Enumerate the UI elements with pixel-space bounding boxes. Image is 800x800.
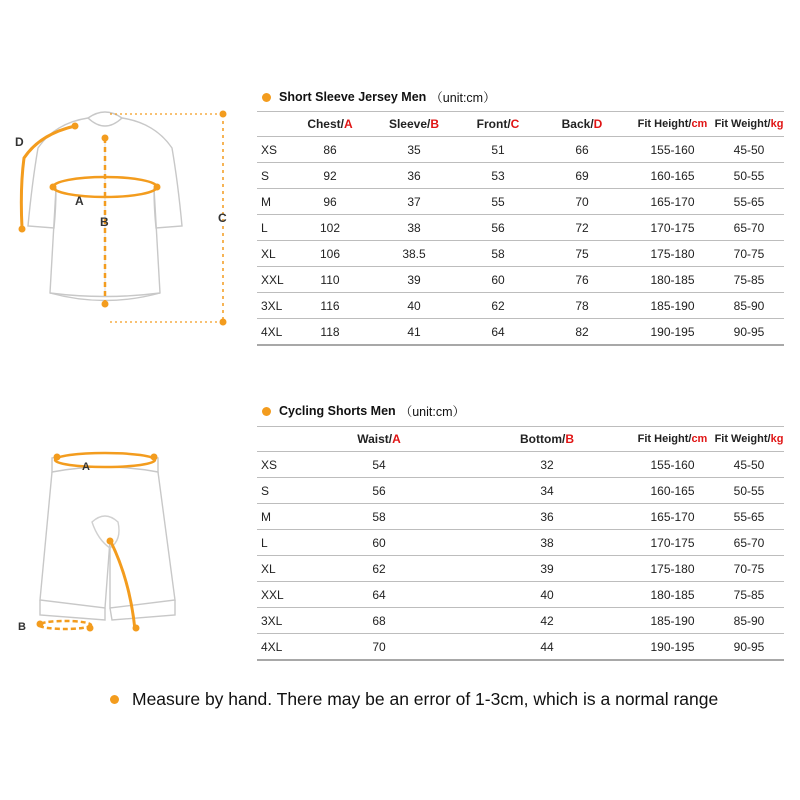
jersey-header-0: [257, 112, 295, 137]
jersey-section-title: [262, 88, 496, 106]
value-cell: 85-90: [714, 293, 784, 319]
value-cell: 65-70: [714, 530, 784, 556]
size-cell: S: [257, 478, 295, 504]
value-cell: 75: [533, 241, 631, 267]
value-cell: 64: [295, 582, 463, 608]
value-cell: 185-190: [631, 608, 714, 634]
jersey-size-table: [257, 111, 784, 346]
value-cell: 35: [365, 137, 463, 163]
table-row: [257, 267, 784, 293]
value-cell: 38: [365, 215, 463, 241]
value-cell: 170-175: [631, 215, 714, 241]
value-cell: 165-170: [631, 504, 714, 530]
value-cell: 56: [295, 478, 463, 504]
header-suffix: kg: [770, 433, 784, 445]
size-cell: 4XL: [257, 634, 295, 661]
value-cell: 36: [365, 163, 463, 189]
header-label: Chest/: [307, 117, 344, 131]
header-suffix: B: [430, 117, 440, 131]
header-suffix: D: [593, 117, 603, 131]
size-cell: XL: [257, 556, 295, 582]
header-suffix: kg: [770, 118, 784, 130]
value-cell: 155-160: [631, 452, 714, 478]
table-row: [257, 608, 784, 634]
label-d: D: [15, 135, 24, 149]
value-cell: 37: [365, 189, 463, 215]
header-label: Fit Height/: [637, 118, 692, 130]
value-cell: 175-180: [631, 241, 714, 267]
header-label: Back/: [561, 117, 594, 131]
size-cell: XS: [257, 452, 295, 478]
shorts-header-2: [463, 427, 631, 452]
shorts-header-0: [257, 427, 295, 452]
shorts-measurement-diagram: [10, 440, 210, 640]
value-cell: 165-170: [631, 189, 714, 215]
header-label: Front/: [476, 117, 511, 131]
jersey-header-6: [714, 112, 784, 137]
value-cell: 32: [463, 452, 631, 478]
bullet-dot-icon: [262, 407, 271, 416]
value-cell: 53: [463, 163, 533, 189]
shorts-unit: （unit:cm）: [399, 405, 465, 419]
value-cell: 110: [295, 267, 365, 293]
header-suffix: cm: [691, 433, 708, 445]
label-b: B: [100, 215, 109, 229]
table-row: [257, 241, 784, 267]
bullet-dot-icon: [110, 695, 119, 704]
table-row: [257, 504, 784, 530]
value-cell: 90-95: [714, 634, 784, 661]
header-label: Sleeve/: [388, 117, 431, 131]
value-cell: 70-75: [714, 241, 784, 267]
value-cell: 44: [463, 634, 631, 661]
value-cell: 39: [365, 267, 463, 293]
value-cell: 66: [533, 137, 631, 163]
value-cell: 38: [463, 530, 631, 556]
value-cell: 70-75: [714, 556, 784, 582]
header-suffix: A: [344, 117, 353, 131]
value-cell: 50-55: [714, 163, 784, 189]
value-cell: 60: [295, 530, 463, 556]
note-text: Measure by hand. There may be an error of 1-3cm, which is a normal range: [132, 689, 719, 709]
size-cell: 4XL: [257, 319, 295, 346]
header-suffix: cm: [691, 118, 708, 130]
value-cell: 160-165: [631, 163, 714, 189]
value-cell: 55: [463, 189, 533, 215]
shorts-outline: [40, 453, 175, 620]
table-row: [257, 478, 784, 504]
value-cell: 68: [295, 608, 463, 634]
value-cell: 62: [463, 293, 533, 319]
shorts-header-1: [295, 427, 463, 452]
shorts-header-4: [714, 427, 784, 452]
value-cell: 106: [295, 241, 365, 267]
header-label: Fit Weight/: [714, 433, 771, 445]
value-cell: 85-90: [714, 608, 784, 634]
value-cell: 55-65: [714, 504, 784, 530]
shorts-title: Cycling Shorts Men: [279, 404, 396, 418]
value-cell: 70: [533, 189, 631, 215]
jersey-measurement-diagram: [10, 108, 250, 328]
size-cell: XXL: [257, 582, 295, 608]
value-cell: 51: [463, 137, 533, 163]
table-row: [257, 293, 784, 319]
value-cell: 72: [533, 215, 631, 241]
shorts-header-3: [631, 427, 714, 452]
value-cell: 70: [295, 634, 463, 661]
size-cell: 3XL: [257, 293, 295, 319]
value-cell: 180-185: [631, 267, 714, 293]
value-cell: 36: [463, 504, 631, 530]
value-cell: 69: [533, 163, 631, 189]
size-cell: L: [257, 215, 295, 241]
value-cell: 160-165: [631, 478, 714, 504]
label-a: A: [75, 194, 84, 208]
value-cell: 118: [295, 319, 365, 346]
value-cell: 34: [463, 478, 631, 504]
size-cell: S: [257, 163, 295, 189]
value-cell: 175-180: [631, 556, 714, 582]
measurement-note: [110, 689, 718, 710]
table-row: [257, 556, 784, 582]
table-row: [257, 163, 784, 189]
value-cell: 90-95: [714, 319, 784, 346]
size-cell: M: [257, 189, 295, 215]
jersey-header-3: [463, 112, 533, 137]
value-cell: 50-55: [714, 478, 784, 504]
value-cell: 180-185: [631, 582, 714, 608]
value-cell: 92: [295, 163, 365, 189]
value-cell: 42: [463, 608, 631, 634]
table-row: [257, 319, 784, 346]
value-cell: 45-50: [714, 137, 784, 163]
value-cell: 56: [463, 215, 533, 241]
value-cell: 190-195: [631, 319, 714, 346]
size-cell: XS: [257, 137, 295, 163]
jersey-header-5: [631, 112, 714, 137]
value-cell: 55-65: [714, 189, 784, 215]
value-cell: 60: [463, 267, 533, 293]
header-suffix: B: [565, 432, 574, 446]
table-row: [257, 452, 784, 478]
jersey-title: Short Sleeve Jersey Men: [279, 90, 427, 104]
value-cell: 58: [463, 241, 533, 267]
value-cell: 40: [365, 293, 463, 319]
value-cell: 64: [463, 319, 533, 346]
value-cell: 78: [533, 293, 631, 319]
value-cell: 102: [295, 215, 365, 241]
size-cell: XXL: [257, 267, 295, 293]
value-cell: 45-50: [714, 452, 784, 478]
label-c: C: [218, 211, 227, 225]
table-row: [257, 582, 784, 608]
value-cell: 185-190: [631, 293, 714, 319]
value-cell: 40: [463, 582, 631, 608]
jersey-header-1: [295, 112, 365, 137]
value-cell: 190-195: [631, 634, 714, 661]
bullet-dot-icon: [262, 93, 271, 102]
value-cell: 155-160: [631, 137, 714, 163]
size-cell: XL: [257, 241, 295, 267]
jersey-header-4: [533, 112, 631, 137]
value-cell: 41: [365, 319, 463, 346]
value-cell: 39: [463, 556, 631, 582]
value-cell: 86: [295, 137, 365, 163]
value-cell: 38.5: [365, 241, 463, 267]
value-cell: 116: [295, 293, 365, 319]
header-label: Fit Height/: [637, 433, 692, 445]
size-cell: L: [257, 530, 295, 556]
value-cell: 96: [295, 189, 365, 215]
value-cell: 75-85: [714, 582, 784, 608]
value-cell: 65-70: [714, 215, 784, 241]
value-cell: 75-85: [714, 267, 784, 293]
value-cell: 62: [295, 556, 463, 582]
header-label: Bottom/: [520, 432, 566, 446]
header-suffix: A: [392, 432, 401, 446]
shorts-section-title: [262, 402, 465, 420]
value-cell: 58: [295, 504, 463, 530]
jersey-header-2: [365, 112, 463, 137]
table-row: [257, 189, 784, 215]
label-bottom-b: B: [18, 621, 26, 633]
size-cell: M: [257, 504, 295, 530]
value-cell: 76: [533, 267, 631, 293]
table-row: [257, 530, 784, 556]
header-label: Waist/: [357, 432, 393, 446]
table-row: [257, 634, 784, 661]
value-cell: 54: [295, 452, 463, 478]
value-cell: 170-175: [631, 530, 714, 556]
table-row: [257, 137, 784, 163]
jersey-unit: （unit:cm）: [430, 91, 496, 105]
value-cell: 82: [533, 319, 631, 346]
header-suffix: C: [510, 117, 520, 131]
label-waist-a: A: [82, 461, 90, 473]
header-label: Fit Weight/: [714, 118, 771, 130]
size-cell: 3XL: [257, 608, 295, 634]
shorts-size-table: [257, 426, 784, 661]
table-row: [257, 215, 784, 241]
